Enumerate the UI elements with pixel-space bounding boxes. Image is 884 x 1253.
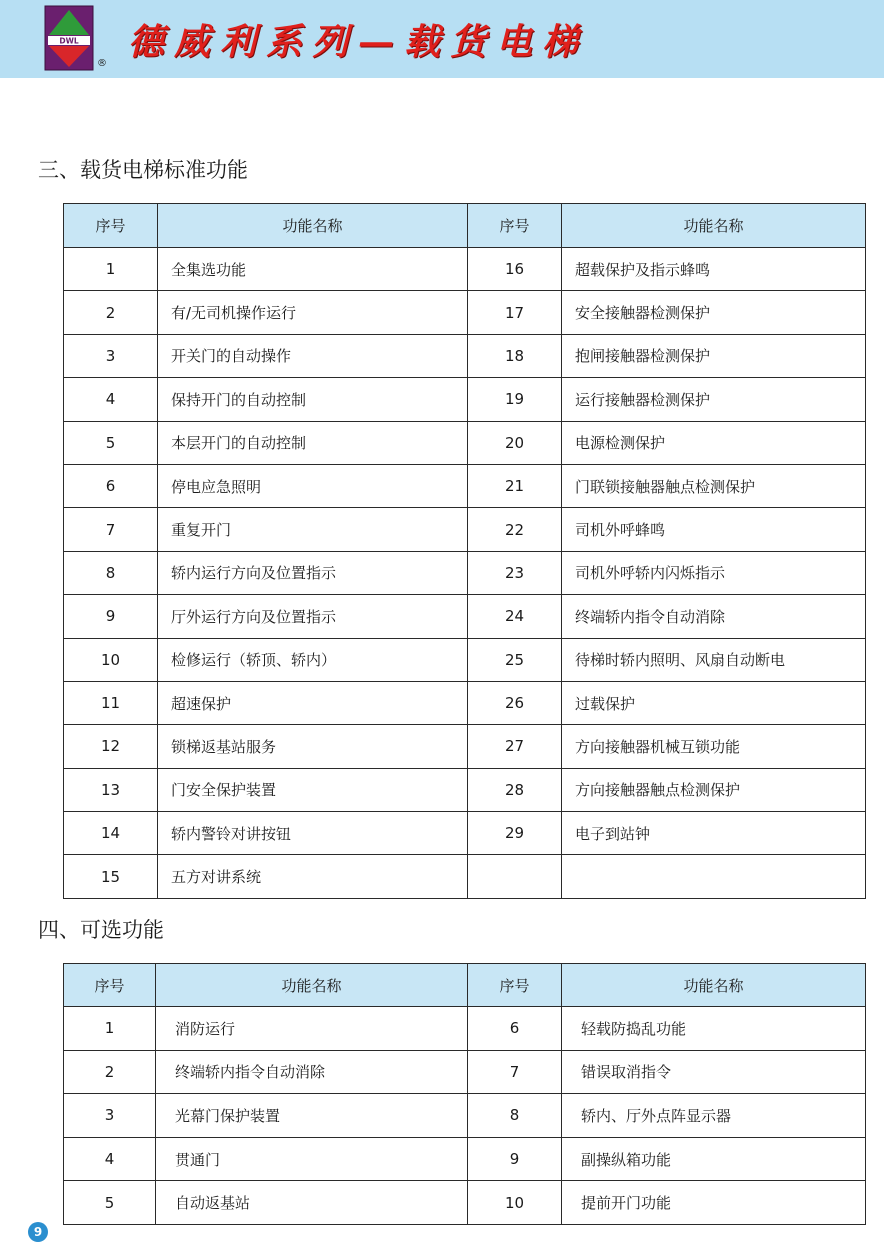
function-name: 厅外运行方向及位置指示 — [158, 595, 468, 638]
function-number: 6 — [64, 464, 158, 507]
function-name: 自动返基站 — [156, 1181, 468, 1225]
function-name: 运行接触器检测保护 — [562, 378, 866, 421]
table-row — [64, 812, 866, 855]
function-name: 提前开门功能 — [562, 1181, 866, 1225]
function-name: 方向接触器机械互锁功能 — [562, 725, 866, 768]
function-name: 过载保护 — [562, 681, 866, 724]
col-header-name: 功能名称 — [562, 964, 866, 1007]
optional-functions-table — [63, 963, 866, 1225]
function-name: 贯通门 — [156, 1137, 468, 1181]
brand-title: 德威利系列—载货电梯 — [128, 21, 589, 63]
table-row — [64, 334, 866, 377]
function-name: 全集选功能 — [158, 248, 468, 291]
function-number: 9 — [64, 595, 158, 638]
function-number: 24 — [468, 595, 562, 638]
table-row — [64, 1050, 866, 1094]
function-number: 20 — [468, 421, 562, 464]
function-name: 安全接触器检测保护 — [562, 291, 866, 334]
function-number: 29 — [468, 812, 562, 855]
table-row — [64, 421, 866, 464]
function-name: 检修运行（轿顶、轿内） — [158, 638, 468, 681]
table-row — [64, 855, 866, 898]
table-row — [64, 681, 866, 724]
function-number: 23 — [468, 551, 562, 594]
function-number: 1 — [64, 1007, 156, 1051]
function-name: 方向接触器触点检测保护 — [562, 768, 866, 811]
function-number: 18 — [468, 334, 562, 377]
function-number: 1 — [64, 248, 158, 291]
function-number: 25 — [468, 638, 562, 681]
function-number: 19 — [468, 378, 562, 421]
table-header-row — [64, 204, 866, 248]
col-header-name: 功能名称 — [158, 204, 468, 248]
function-number: 27 — [468, 725, 562, 768]
function-number: 28 — [468, 768, 562, 811]
function-name: 终端轿内指令自动消除 — [156, 1050, 468, 1094]
function-name: 锁梯返基站服务 — [158, 725, 468, 768]
function-number: 26 — [468, 681, 562, 724]
function-name: 有/无司机操作运行 — [158, 291, 468, 334]
section3-title: 三、载货电梯标准功能 — [38, 158, 248, 182]
function-name: 轿内、厅外点阵显示器 — [562, 1094, 866, 1138]
function-number: 16 — [468, 248, 562, 291]
col-header-no: 序号 — [64, 204, 158, 248]
registered-mark: ® — [97, 58, 107, 69]
function-number: 3 — [64, 1094, 156, 1138]
function-name: 本层开门的自动控制 — [158, 421, 468, 464]
function-number: 12 — [64, 725, 158, 768]
function-name: 停电应急照明 — [158, 464, 468, 507]
table-row — [64, 248, 866, 291]
function-name: 抱闸接触器检测保护 — [562, 334, 866, 377]
function-number: 4 — [64, 378, 158, 421]
table-row — [64, 1094, 866, 1138]
page-number-badge: 9 — [28, 1222, 48, 1242]
function-number: 14 — [64, 812, 158, 855]
function-number: 17 — [468, 291, 562, 334]
col-header-name: 功能名称 — [156, 964, 468, 1007]
function-number: 6 — [468, 1007, 562, 1051]
table-row — [64, 378, 866, 421]
col-header-no: 序号 — [64, 964, 156, 1007]
function-number: 8 — [64, 551, 158, 594]
function-number: 9 — [468, 1137, 562, 1181]
function-name: 超载保护及指示蜂鸣 — [562, 248, 866, 291]
function-name: 门联锁接触器触点检测保护 — [562, 464, 866, 507]
function-number: 4 — [64, 1137, 156, 1181]
table-header-row — [64, 964, 866, 1007]
table-row — [64, 1181, 866, 1225]
function-number — [468, 855, 562, 898]
function-name: 司机外呼蜂鸣 — [562, 508, 866, 551]
function-name: 重复开门 — [158, 508, 468, 551]
function-name: 开关门的自动操作 — [158, 334, 468, 377]
function-name: 光幕门保护装置 — [156, 1094, 468, 1138]
function-number: 2 — [64, 1050, 156, 1094]
function-number: 11 — [64, 681, 158, 724]
function-name: 待梯时轿内照明、风扇自动断电 — [562, 638, 866, 681]
table-row — [64, 725, 866, 768]
section4-title: 四、可选功能 — [38, 918, 164, 942]
function-name: 门安全保护装置 — [158, 768, 468, 811]
table-row — [64, 768, 866, 811]
table-row — [64, 595, 866, 638]
function-number: 15 — [64, 855, 158, 898]
function-name: 轿内警铃对讲按钮 — [158, 812, 468, 855]
function-name: 电子到站钟 — [562, 812, 866, 855]
function-number: 5 — [64, 1181, 156, 1225]
table-row — [64, 1137, 866, 1181]
function-name: 轻载防捣乱功能 — [562, 1007, 866, 1051]
function-number: 7 — [468, 1050, 562, 1094]
function-number: 21 — [468, 464, 562, 507]
function-name: 保持开门的自动控制 — [158, 378, 468, 421]
table-row — [64, 464, 866, 507]
table-row — [64, 1007, 866, 1051]
logo-letters: DWL — [59, 36, 79, 46]
function-name: 司机外呼轿内闪烁指示 — [562, 551, 866, 594]
function-number: 13 — [64, 768, 158, 811]
function-number: 22 — [468, 508, 562, 551]
table-row — [64, 638, 866, 681]
function-name — [562, 855, 866, 898]
table-row — [64, 551, 866, 594]
table-row — [64, 291, 866, 334]
col-header-no: 序号 — [468, 964, 562, 1007]
function-number: 2 — [64, 291, 158, 334]
col-header-name: 功能名称 — [562, 204, 866, 248]
function-name: 副操纵箱功能 — [562, 1137, 866, 1181]
function-number: 10 — [64, 638, 158, 681]
function-number: 7 — [64, 508, 158, 551]
function-name: 电源检测保护 — [562, 421, 866, 464]
table-row — [64, 508, 866, 551]
dwl-logo-icon — [44, 5, 94, 71]
function-name: 超速保护 — [158, 681, 468, 724]
function-name: 终端轿内指令自动消除 — [562, 595, 866, 638]
function-number: 10 — [468, 1181, 562, 1225]
header-banner — [0, 0, 884, 78]
standard-functions-table — [63, 203, 866, 899]
function-name: 错误取消指令 — [562, 1050, 866, 1094]
function-name: 五方对讲系统 — [158, 855, 468, 898]
function-number: 8 — [468, 1094, 562, 1138]
function-name: 轿内运行方向及位置指示 — [158, 551, 468, 594]
function-number: 5 — [64, 421, 158, 464]
col-header-no: 序号 — [468, 204, 562, 248]
function-number: 3 — [64, 334, 158, 377]
function-name: 消防运行 — [156, 1007, 468, 1051]
